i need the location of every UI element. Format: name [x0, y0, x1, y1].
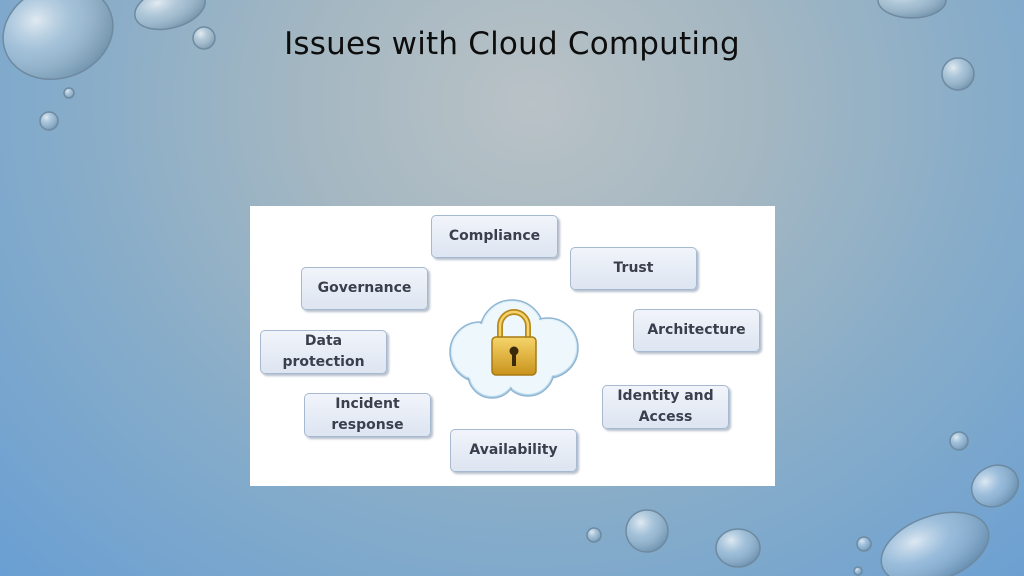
box-availability: Availability	[450, 429, 577, 472]
drop-icon	[950, 432, 968, 450]
box-incident-response: Incident response	[304, 393, 431, 437]
drop-icon	[40, 112, 58, 130]
slide-title: Issues with Cloud Computing	[284, 26, 740, 62]
drop-icon	[857, 537, 871, 551]
drop-icon	[854, 567, 862, 575]
box-compliance: Compliance	[431, 215, 558, 258]
drop-icon	[716, 529, 760, 567]
box-governance: Governance	[301, 267, 428, 310]
cloud-issues-diagram	[250, 206, 775, 486]
box-architecture: Architecture	[633, 309, 760, 352]
drop-icon	[965, 458, 1024, 515]
drop-icon	[64, 88, 74, 98]
drop-icon	[871, 499, 998, 576]
drop-icon	[878, 0, 946, 18]
box-trust: Trust	[570, 247, 697, 290]
box-identity-access: Identity and Access	[602, 385, 729, 429]
box-data-protection: Data protection	[260, 330, 387, 374]
drop-icon	[626, 510, 668, 552]
cloud-lock-icon	[440, 294, 588, 402]
drop-icon	[942, 58, 974, 90]
drop-icon	[587, 528, 601, 542]
